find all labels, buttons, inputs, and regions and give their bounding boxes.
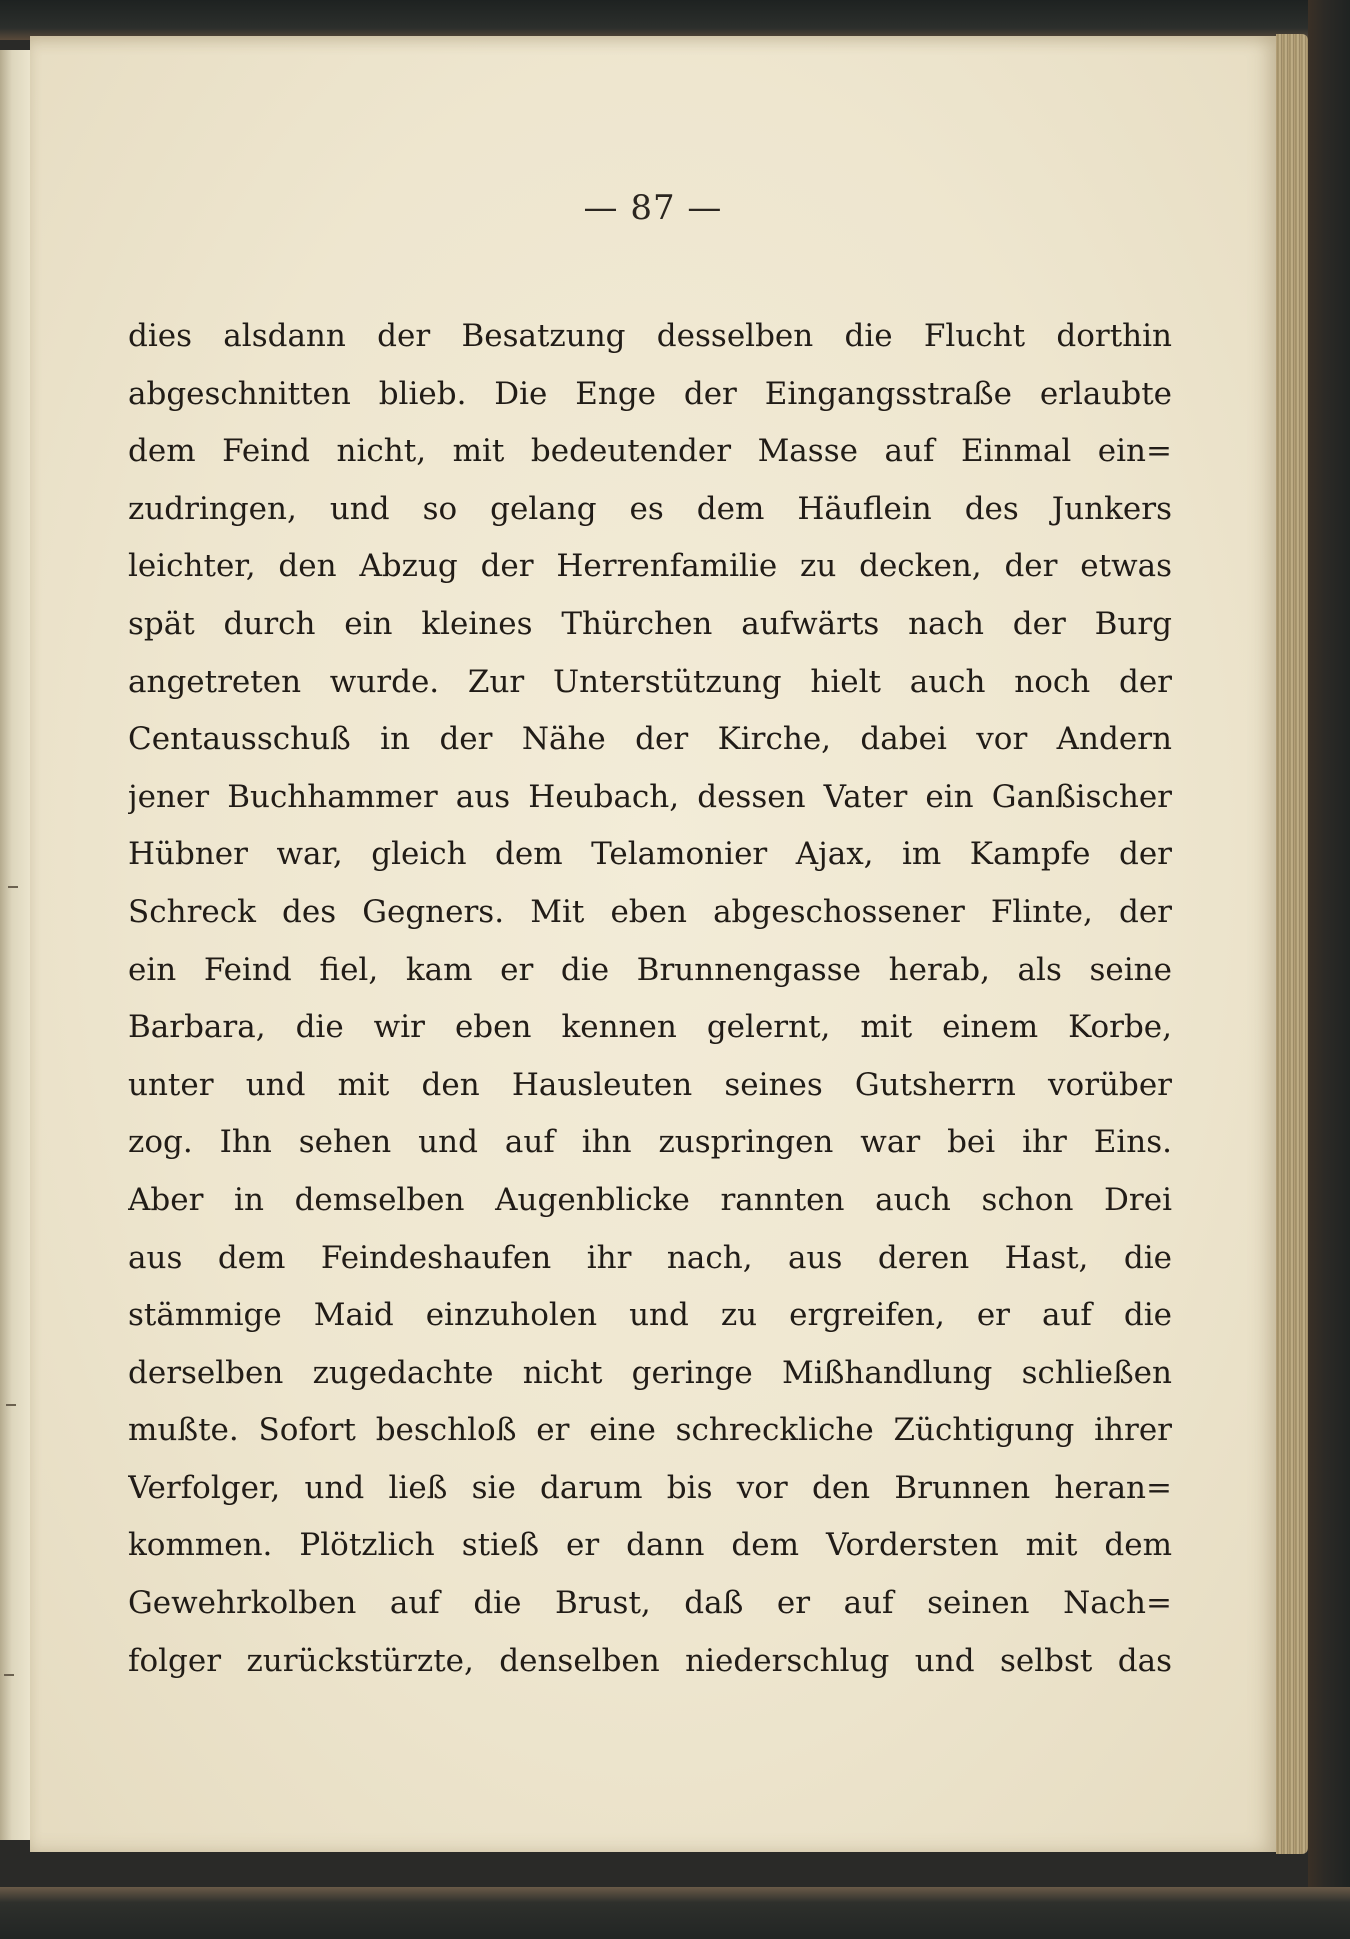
text-line: folger zurückstürzte, denselben niederschlug und selbst das — [128, 1642, 1172, 1679]
previous-page-edge — [0, 50, 31, 1840]
body-text — [128, 308, 1172, 1690]
text-line: kommen. Plötzlich stieß er dann dem Vordersten mit dem — [128, 1527, 1172, 1564]
page-number: — 87 — — [583, 188, 723, 228]
margin-mark — [8, 886, 18, 888]
text-line: Aber in demselben Augenblicke rannten auch schon Drei — [128, 1181, 1172, 1218]
text-line: dies alsdann der Besatzung desselben die Flucht dorthin — [128, 318, 1172, 354]
text-line: Centausschuß in der Nähe der Kirche, dabei vor Andern — [128, 721, 1172, 758]
text-line: Verfolger, und ließ sie darum bis vor den Brunnen heran= — [128, 1469, 1172, 1506]
text-line: Hübner war, gleich dem Telamonier Ajax, im Kampfe der — [128, 836, 1172, 873]
text-line: jener Buchhammer aus Heubach, dessen Vater ein Ganßischer — [128, 778, 1172, 815]
page-stack-edges — [1276, 34, 1308, 1854]
text-line: mußte. Sofort beschloß er eine schreckliche Züchtigung ihrer — [128, 1412, 1172, 1449]
text-line: zog. Ihn sehen und auf ihn zuspringen war bei ihr Eins. — [128, 1124, 1172, 1161]
text-line: zudringen, und so gelang es dem Häuflein des Junkers — [128, 490, 1172, 527]
book-page — [30, 36, 1276, 1852]
text-line: derselben zugedachte nicht geringe Mißhandlung schließen — [128, 1354, 1172, 1391]
book-cover-top — [0, 0, 1350, 40]
margin-mark — [6, 1404, 16, 1406]
text-line: aus dem Feindeshaufen ihr nach, aus deren Hast, die — [128, 1239, 1172, 1276]
text-line: angetreten wurde. Zur Unterstützung hielt auch noch der — [128, 663, 1172, 700]
text-line: Gewehrkolben auf die Brust, daß er auf seinen Nach= — [128, 1585, 1172, 1622]
text-line: spät durch ein kleines Thürchen aufwärts nach der Burg — [128, 605, 1172, 642]
text-line: Barbara, die wir eben kennen gelernt, mit einem Korbe, — [128, 1009, 1172, 1046]
margin-mark — [4, 1674, 14, 1676]
text-line: ein Feind fiel, kam er die Brunnengasse herab, als seine — [128, 951, 1172, 988]
text-line: leichter, den Abzug der Herrenfamilie zu decken, der etwas — [128, 548, 1172, 585]
text-line: unter und mit den Hausleuten seines Gutsherrn vorüber — [128, 1066, 1172, 1103]
book-cover-right — [1308, 0, 1350, 1939]
text-line: abgeschnitten blieb. Die Enge der Eingangsstraße erlaubte — [128, 375, 1172, 412]
text-line: dem Feind nicht, mit bedeutender Masse auf Einmal ein= — [128, 433, 1172, 470]
text-line: Schreck des Gegners. Mit eben abgeschossener Flinte, der — [128, 893, 1172, 930]
book-cover-bottom — [0, 1887, 1350, 1939]
text-line: stämmige Maid einzuholen und zu ergreifen, er auf die — [128, 1297, 1172, 1334]
